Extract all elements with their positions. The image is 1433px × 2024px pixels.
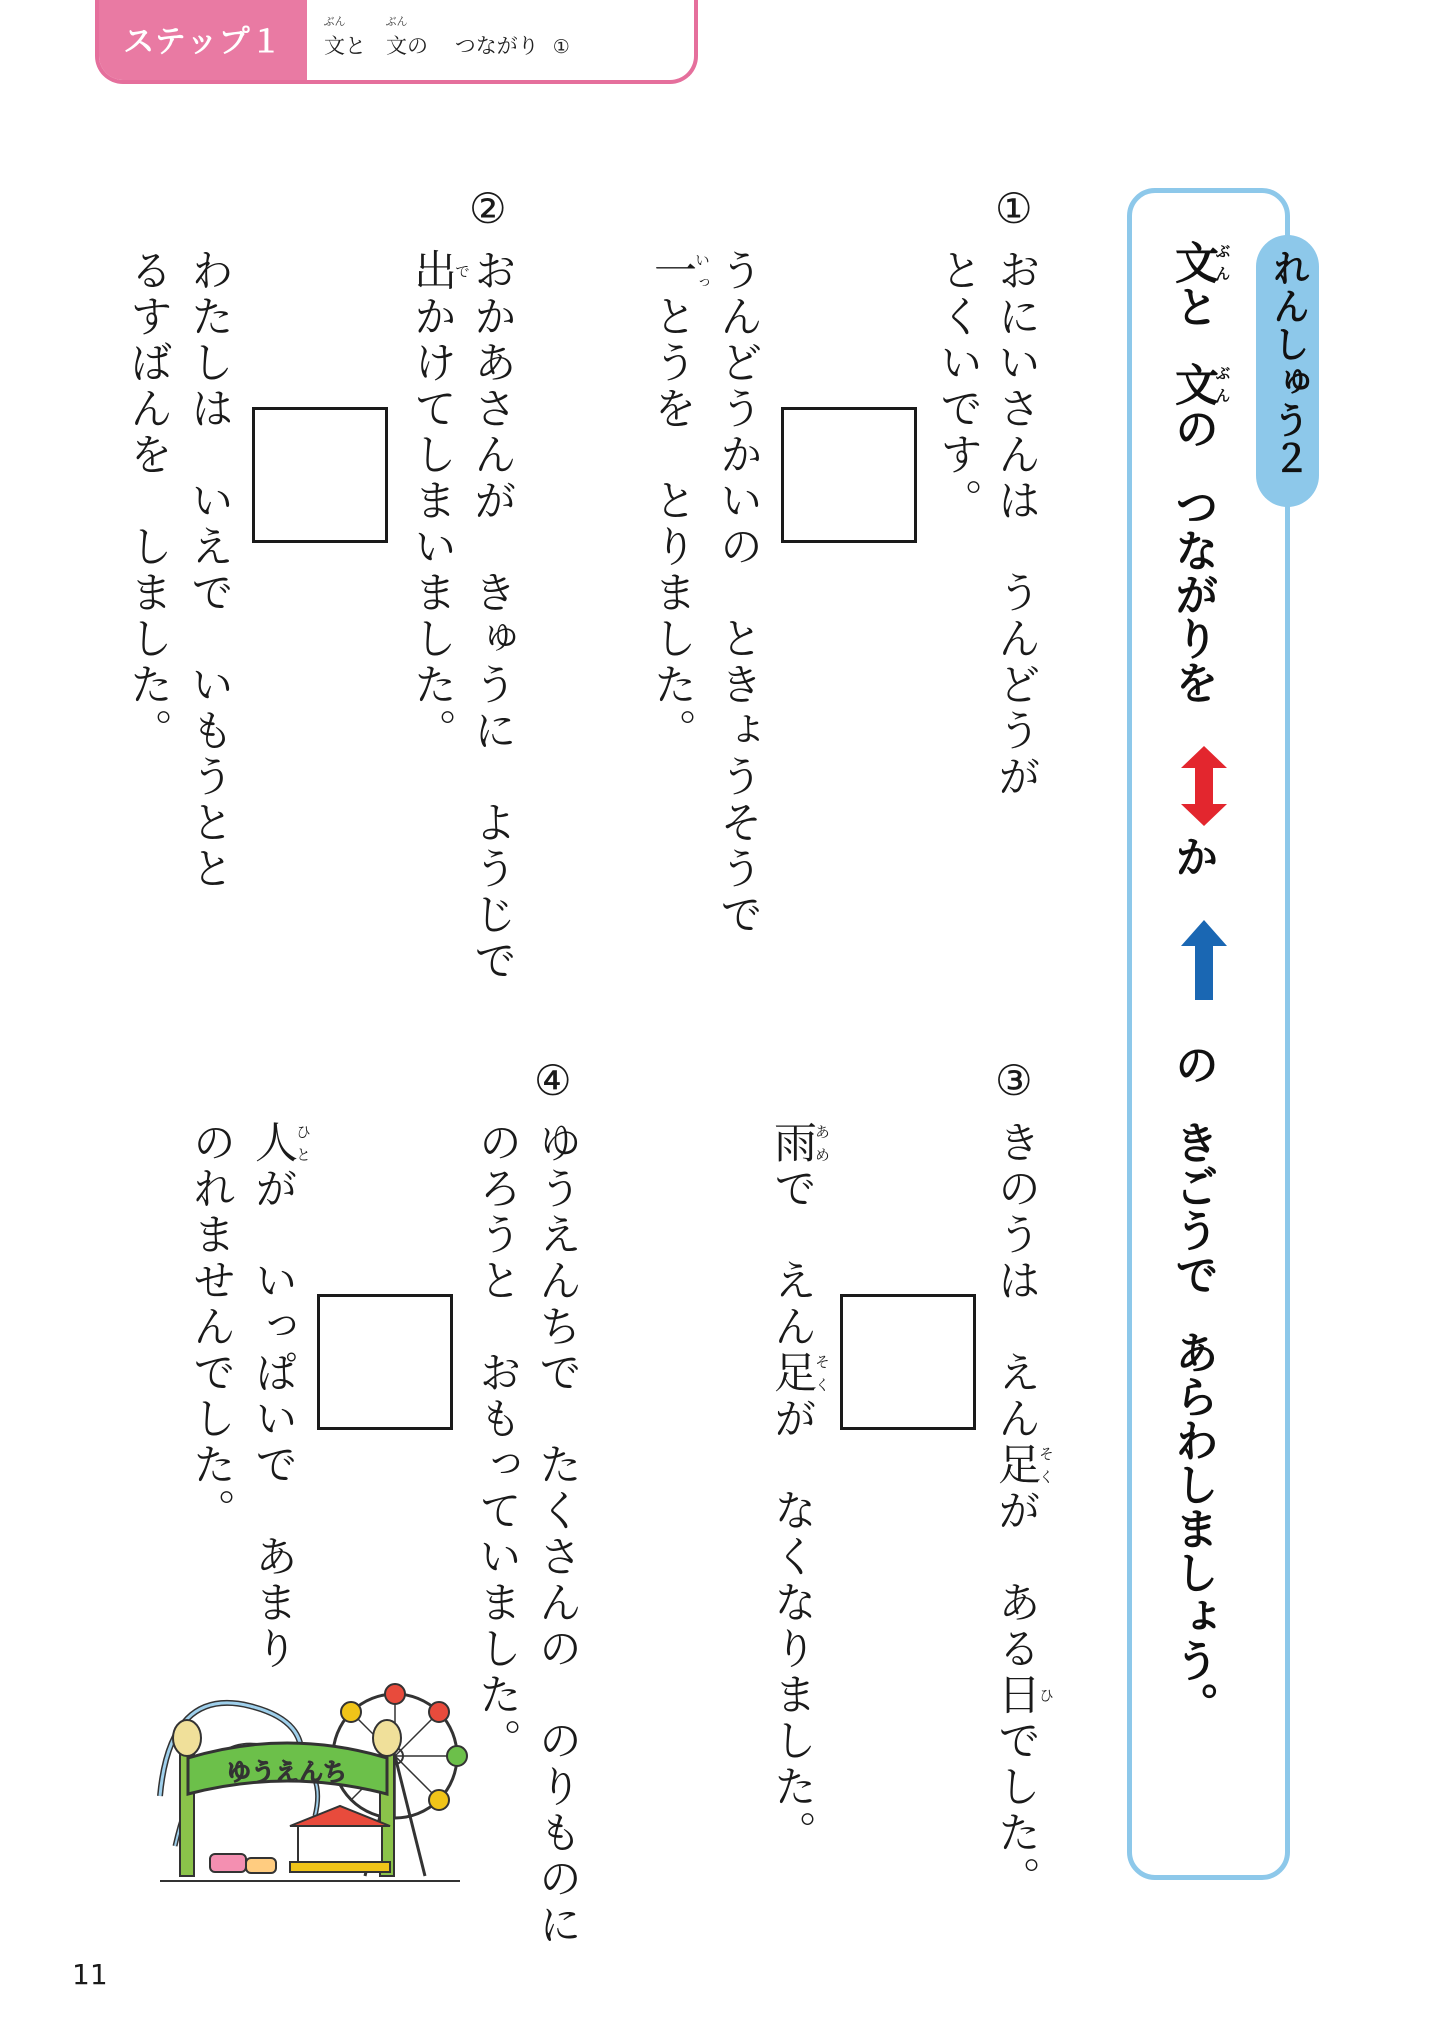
q4-line4: のれませんでした。 (186, 1120, 236, 1534)
step-title: ぶん 文と ぶん 文の つながり ① (323, 15, 570, 58)
q2-line1: おかあさんが きゅうに ようじで (467, 248, 517, 984)
question-number-2: ② (469, 184, 507, 233)
q1-line3: うんどうかいの ときょうそうで (713, 248, 763, 938)
left-arrow-icon (1181, 920, 1227, 1000)
q4-line1: ゆうえんちで たくさんの のりものに (532, 1120, 582, 1948)
q2-line3: わたしは いえで いもうとと (184, 248, 234, 892)
answer-box-4[interactable] (317, 1294, 453, 1430)
step-header-tab (95, 0, 698, 84)
renshu-badge: れんしゅう２ (1256, 235, 1319, 507)
instruction-text: 文ぶんと文ぶんのつながりを か のきごうであらわしましょう。 (1167, 240, 1232, 1726)
title-word1: ぶん 文 (323, 15, 346, 58)
double-arrow-icon (1181, 746, 1227, 826)
question-number-4: ④ (534, 1056, 572, 1105)
answer-box-2[interactable] (252, 407, 388, 543)
question-number-1: ① (995, 184, 1033, 233)
q1-line4: 一いっとうを とりました。 (647, 248, 711, 754)
q1-line1: おにいさんは うんどうが (991, 248, 1041, 800)
title-word2: ぶん 文 (385, 15, 408, 58)
answer-box-3[interactable] (840, 1294, 976, 1430)
page-number: 11 (72, 1958, 108, 1991)
q4-line2: のろうと おもっていました。 (472, 1120, 522, 1764)
step-label: ステップ１ (99, 0, 307, 80)
answer-box-1[interactable] (781, 407, 917, 543)
q1-line2: とくいです。 (933, 248, 983, 524)
q4-line3: 人ひとが いっぱいで あまり (248, 1120, 312, 1672)
q3-line1: きのうは えん足そくが ある日ひでした。 (991, 1120, 1055, 1902)
q3-line2: 雨あめで えん足そくが なくなりました。 (767, 1120, 831, 1856)
question-number-3: ③ (995, 1056, 1033, 1105)
illustration-sign-text: ゆうえんち (227, 1758, 347, 1786)
q2-line2: 出でかけてしまいました。 (407, 248, 471, 754)
amusement-park-illustration (140, 1676, 475, 1886)
q2-line4: るすばんを しました。 (123, 248, 173, 754)
